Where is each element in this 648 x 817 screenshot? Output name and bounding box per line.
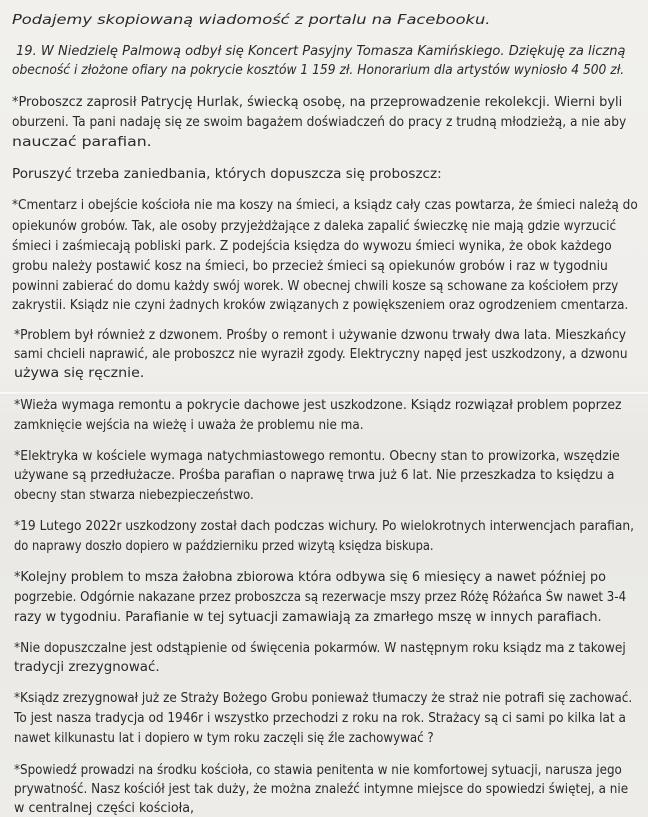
p6-line-2: zamknięcie wejścia na wieżę i uważa że problemu nie ma. bbox=[14, 418, 364, 433]
p12-line-1: *Spowiedź prowadzi na środku kościoła, co stawia penitenta w nie komfortowej sytuacji, narusza jego bbox=[14, 763, 622, 778]
p8-line-2: do naprawy doszło dopiero w październiku przed wizytą księdza biskupa. bbox=[14, 539, 434, 554]
p1-line-1: 19. W Niedzielę Palmową odbył się Koncert Pasyjny Tomasza Kamińskiego. Dziękuję za liczną bbox=[16, 44, 626, 59]
p2-line-1: *Proboszcz zaprosił Patrycję Hurlak, świecką osobę, na przeprowadzenie rekolekcji. Wierni byli bbox=[12, 95, 623, 110]
p9-line-1: *Kolejny problem to msza żałobna zbiorowa która odbywa się 6 miesięcy a nawet później po bbox=[14, 570, 606, 585]
p4-line-4: grobu należy postawić kosz na śmieci, bo przecież śmieci są opiekunów grobów i raz w tygodniu bbox=[12, 259, 608, 274]
p1-line-2: obecność i złożone ofiary na pokrycie kosztów 1 159 zł. Honorarium dla artystów wyniosło 4 500 zł. bbox=[12, 63, 625, 78]
p9-line-2: pogrzebie. Odgórnie nakazane przez proboszcza są rezerwacje mszy przez Różę Różańca Św nawet 3-4 bbox=[14, 590, 627, 605]
p10-line-2: tradycji zrezygnować. bbox=[14, 660, 160, 675]
p8-line-1: *19 Lutego 2022r uszkodzony został dach podczas wichury. Po wielokrotnych interwencjach parafian, bbox=[14, 519, 634, 534]
intro-line: Podajemy skopiowaną wiadomość z portalu na Facebooku. bbox=[12, 13, 491, 28]
p9-line-3: razy w tygodniu. Parafianie w tej sytuacji zamawiają za zmarłego mszę w innych parafiach. bbox=[14, 610, 602, 625]
p11-line-3: nawet kilkunastu lat i dopiero w tym roku zaczęli się źle zachowywać ? bbox=[14, 731, 434, 746]
p2-line-2: oburzeni. Ta pani nadaję się ze swoim bagażem doświadczeń do pracy z trudną młodzieżą, a nie aby bbox=[12, 115, 627, 130]
p12-line-3: w centralnej części kościoła, bbox=[14, 801, 195, 816]
p4-line-1: *Cmentarz i obejście kościoła nie ma koszy na śmieci, a ksiądz cały czas powtarza, że śmieci należą do bbox=[12, 198, 638, 213]
p7-line-2: używane są przedłużacze. Prośba parafian o naprawę trwa już 6 lat. Nie przeszkadza to księdzu a bbox=[14, 468, 615, 483]
p12-line-2: prywatność. Nasz kościół jest tak duży, że można znaleźć intymne miejsce do spowiedzi świętej, a nie bbox=[14, 782, 629, 797]
p4-line-6: zakrystii. Ksiądz nie czyni żadnych kroków związanych z powiększeniem oraz ogrodzeniem cmentarza. bbox=[12, 298, 629, 313]
p7-line-1: *Elektryka w kościele wymaga natychmiastowego remontu. Obecny stan to prowizorka, wszędzie bbox=[14, 449, 620, 464]
p5-line-2: sami chcieli naprawić, ale proboszcz nie wyraził zgody. Elektryczny napęd jest uszkodzony, a dzwonu bbox=[14, 347, 628, 362]
p2-line-3: nauczać parafian. bbox=[12, 135, 152, 150]
p3-line: Poruszyć trzeba zaniedbania, których dopuszcza się proboszcz: bbox=[12, 167, 442, 182]
p5-line-3: używa się ręcznie. bbox=[14, 366, 145, 381]
p11-line-1: *Ksiądz zrezygnował już ze Straży Bożego Grobu ponieważ tłumaczy że straż nie potrafi się zachować. bbox=[14, 691, 633, 706]
p4-line-2: opiekunów grobów. Tak, ale osoby przyjeżdżające z daleka zapalić świeczkę nie mają gdzie wyrzucić bbox=[12, 219, 617, 234]
paper-fold bbox=[0, 392, 648, 396]
p5-line-1: *Problem był również z dzwonem. Prośby o remont i używanie dzwonu trwały dwa lata. Mieszkańcy bbox=[14, 328, 627, 343]
p6-line-1: *Wieża wymaga remontu a pokrycie dachowe jest uszkodzone. Ksiądz rozwiązał problem poprzez bbox=[14, 398, 622, 413]
p10-line-1: *Nie dopuszczalne jest odstąpienie od święcenia pokarmów. W następnym roku ksiądz ma z takowej bbox=[14, 641, 626, 656]
p4-line-3: śmieci i zaśmiecają pobliski park. Z podejścia księdza do wywozu śmieci wynika, że obok każdego bbox=[12, 239, 612, 254]
p4-line-5: powinni zabierać do domu każdy swój worek. W obecnej chwili kosze są schowane za kościołem przy bbox=[12, 279, 619, 294]
p7-line-3: obecny stan stwarza niebezpieczeństwo. bbox=[14, 488, 254, 503]
p11-line-2: To jest nasza tradycja od 1946r i wszystko przechodzi z roku na rok. Strażacy są ci sami po kilka lat a bbox=[14, 711, 626, 726]
